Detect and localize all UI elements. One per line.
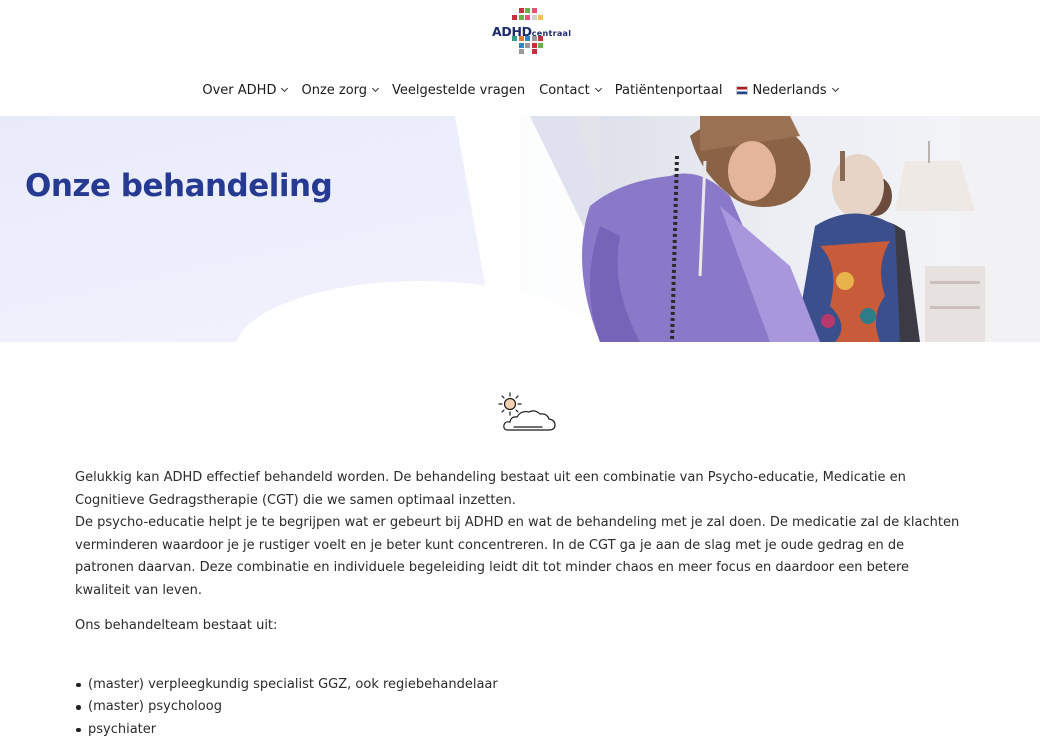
language-label: Nederlands xyxy=(752,83,826,98)
nav-item-patientenportaal[interactable] xyxy=(608,79,730,101)
list-item: (master) psycholoog xyxy=(75,696,965,719)
team-heading: Ons behandelteam bestaat uit: xyxy=(75,615,965,638)
logo-tile xyxy=(538,15,543,20)
logo-tile xyxy=(538,43,543,48)
chevron-down-icon xyxy=(372,85,379,92)
hero-banner xyxy=(0,116,1040,342)
intro-paragraph: Gelukkig kan ADHD effectief behandeld worden. De behandeling bestaat uit een combinatie van Psycho-educatie, Medicatie en Cognitieve Gedragstherapie (CGT) die we samen optimaal inzetten. xyxy=(75,467,965,512)
nav-item-label: Patiëntenportaal xyxy=(615,83,723,98)
main-nav xyxy=(0,79,1040,101)
page-title: Onze behandeling xyxy=(25,168,332,204)
nav-item-label: Over ADHD xyxy=(202,83,276,98)
logo-tile xyxy=(532,49,537,54)
logo-text xyxy=(492,24,571,39)
hero-image xyxy=(0,116,1040,342)
logo-tile xyxy=(525,8,530,13)
logo-sub: centraal xyxy=(532,29,572,38)
list-item: (master) verpleegkundig specialist GGZ, ook regiebehandelaar xyxy=(75,674,965,697)
language-switcher[interactable] xyxy=(729,79,844,101)
logo-tile xyxy=(512,15,517,20)
nav-item-contact[interactable] xyxy=(532,79,608,101)
site-logo[interactable] xyxy=(490,8,566,58)
nav-item-veelgestelde-vragen[interactable] xyxy=(385,79,532,101)
logo-tile xyxy=(519,49,524,54)
logo-tile xyxy=(532,43,537,48)
logo-tile xyxy=(519,43,524,48)
logo-tile xyxy=(532,15,537,20)
sun-cloud-icon xyxy=(494,390,560,434)
logo-tile xyxy=(519,8,524,13)
chevron-down-icon xyxy=(832,85,839,92)
team-list xyxy=(75,674,965,741)
list-item: psychiater xyxy=(75,719,965,741)
nav-item-label: Onze zorg xyxy=(301,83,367,98)
logo-main: ADHD xyxy=(492,24,532,39)
logo-tile xyxy=(525,15,530,20)
chevron-down-icon xyxy=(281,85,288,92)
chevron-down-icon xyxy=(595,85,602,92)
nav-item-onze-zorg[interactable] xyxy=(294,79,385,101)
nav-item-label: Contact xyxy=(539,83,590,98)
main-content xyxy=(75,467,965,741)
flag-nl-icon xyxy=(736,86,748,95)
nav-item-label: Veelgestelde vragen xyxy=(392,83,525,98)
nav-item-over-adhd[interactable] xyxy=(195,79,294,101)
logo-tile xyxy=(519,15,524,20)
site-header xyxy=(0,0,1040,116)
logo-tile xyxy=(525,43,530,48)
logo-tile xyxy=(532,8,537,13)
detail-paragraph: De psycho-educatie helpt je te begrijpen wat er gebeurt bij ADHD en wat de behandeling met je zal doen. De medicatie zal de klachten verminderen waardoor je je rustiger voelt en je beter kunt concentreren. In de CGT ga je aan de slag met je oude gedrag en de patronen daarvan. Deze combinatie en individuele begeleiding leidt dit tot minder chaos en meer focus en daardoor een betere kwaliteit van leven. xyxy=(75,512,965,602)
